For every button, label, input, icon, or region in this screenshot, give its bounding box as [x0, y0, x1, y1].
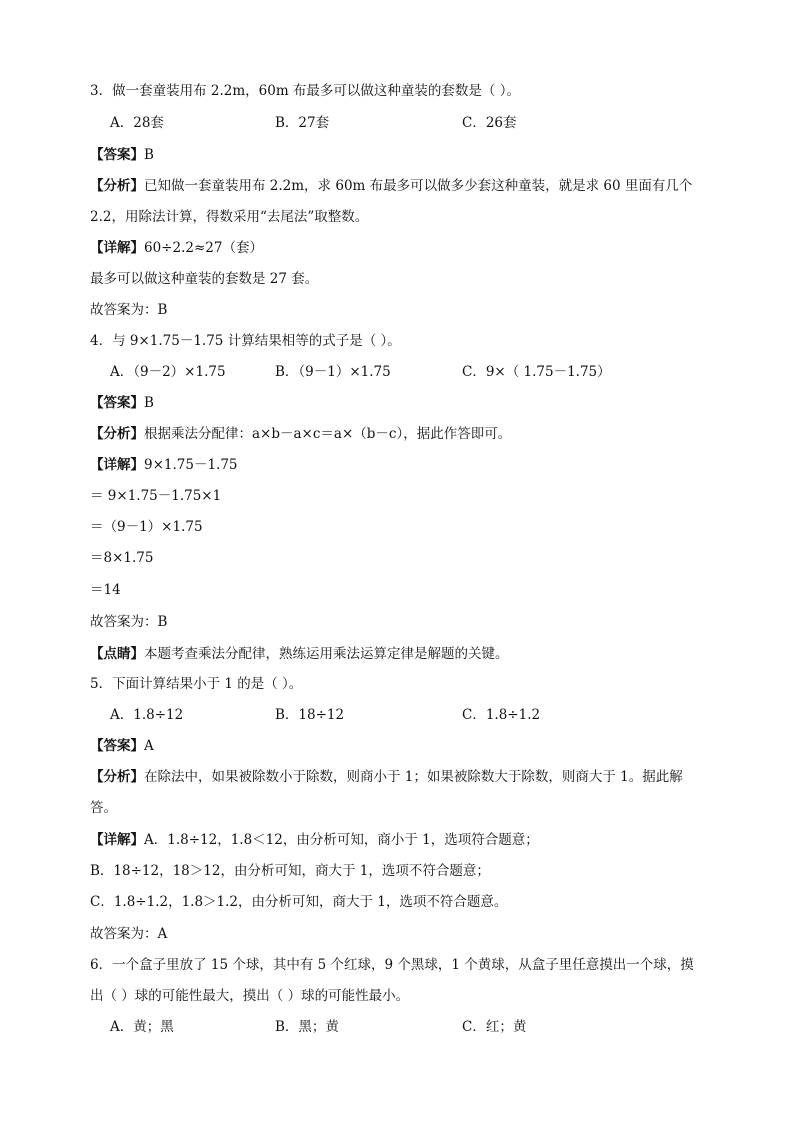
answer-value: B: [144, 147, 154, 163]
detail-tag: 【详解】: [90, 457, 144, 473]
conclusion: 故答案为：A: [90, 926, 168, 942]
detail-text: 9×1.75－1.75: [144, 457, 238, 473]
question-6-stem: 6．一个盒子里放了 15 个球，其中有 5 个红球，9 个黑球，1 个黄球，从盒子里任意摸出一个球，摸: [90, 957, 694, 973]
question-6-stem-continued: 出（ ）球的可能性最大，摸出（ ）球的可能性最小。: [90, 988, 410, 1004]
comment-tag: 【点睛】: [90, 646, 144, 662]
answer-line: [90, 393, 716, 413]
comment-text: 本题考查乘法分配律，熟练运用乘法运算定律是解题的关键。: [144, 646, 509, 662]
detail-line: [90, 830, 716, 850]
question-4-stem: 4．与 9×1.75－1.75 计算结果相等的式子是（ ）。: [90, 333, 401, 349]
question-5-stem: 5．下面计算结果小于 1 的是（ ）。: [90, 676, 303, 692]
calc-step-4: ＝14: [90, 582, 121, 598]
option-b: B．黑；黄: [275, 1019, 339, 1035]
analysis-line: [90, 767, 716, 787]
option-a: A．28套: [110, 115, 164, 131]
option-c: C．26套: [462, 115, 517, 131]
analysis-text: 在除法中，如果被除数小于除数，则商小于 1；如果被除数大于除数，则商大于 1。据此解: [144, 769, 683, 785]
question-3-stem: 3．做一套童装用布 2.2m，60m 布最多可以做这种童装的套数是（ ）。: [90, 83, 520, 99]
option-b: B．（9－1）×1.75: [275, 364, 391, 380]
answer-tag: 【答案】: [90, 147, 144, 163]
analysis-text: 已知做一套童装用布 2.2m，求 60m 布最多可以做多少套这种童装，就是求 60 里面有几个: [144, 178, 693, 194]
option-c: C．9×（ 1.75－1.75）: [462, 364, 611, 380]
analysis-line: [90, 424, 716, 444]
detail-text-2: B．18÷12，18＞12，由分析可知，商大于 1，选项不符合题意；: [90, 863, 490, 879]
option-c: C．1.8÷1.2: [462, 707, 541, 723]
detail-tag: 【详解】: [90, 832, 144, 848]
detail-text: A．1.8÷12，1.8＜12，由分析可知，商小于 1，选项符合题意；: [144, 832, 539, 848]
calc-step-2: ＝（9－1）×1.75: [90, 519, 203, 535]
analysis-tag: 【分析】: [90, 426, 144, 442]
answer-tag: 【答案】: [90, 738, 144, 754]
option-b: B．18÷12: [275, 707, 345, 723]
option-a: A．黄；黑: [110, 1019, 174, 1035]
analysis-line: [90, 176, 716, 196]
analysis-tag: 【分析】: [90, 769, 144, 785]
detail-tag: 【详解】: [90, 240, 144, 256]
option-a: A．1.8÷12: [110, 707, 184, 723]
calc-step-3: ＝8×1.75: [90, 550, 154, 566]
analysis-text-continued: 答。: [90, 800, 117, 816]
calc-step-1: ＝ 9×1.75－1.75×1: [90, 488, 222, 504]
analysis-text-continued: 2.2，用除法计算，得数采用“去尾法”取整数。: [90, 209, 369, 225]
conclusion: 故答案为：B: [90, 302, 168, 318]
analysis-text: 根据乘法分配律：a×b－a×c＝a×（b－c），据此作答即可。: [144, 426, 512, 442]
conclusion: 故答案为：B: [90, 614, 168, 630]
answer-line: [90, 145, 716, 165]
detail-text-3: C．1.8÷1.2，1.8＞1.2，由分析可知，商大于 1，选项不符合题意。: [90, 894, 508, 910]
detail-line: [90, 238, 716, 258]
answer-value: B: [144, 395, 154, 411]
answer-line: [90, 736, 716, 756]
comment-line: [90, 644, 716, 664]
detail-text: 60÷2.2≈27（套）: [144, 240, 263, 256]
analysis-tag: 【分析】: [90, 178, 144, 194]
option-c: C．红；黄: [462, 1019, 527, 1035]
answer-value: A: [144, 738, 154, 754]
answer-tag: 【答案】: [90, 395, 144, 411]
option-b: B．27套: [275, 115, 330, 131]
detail-line: [90, 455, 716, 475]
detail-text-2: 最多可以做这种童装的套数是 27 套。: [90, 271, 319, 287]
option-a: A．（9－2）×1.75: [110, 364, 226, 380]
